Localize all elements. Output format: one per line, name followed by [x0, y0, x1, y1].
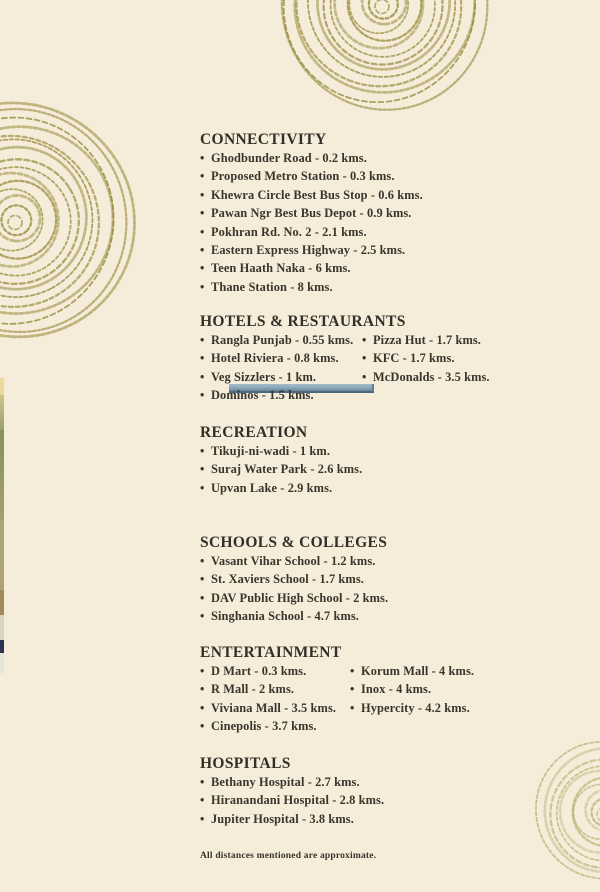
section-connectivity: [200, 132, 500, 296]
distance-list: [200, 149, 500, 296]
list-item: • KFC - 1.7 kms.: [362, 349, 490, 367]
list-item: • Upvan Lake - 2.9 kms.: [200, 479, 500, 497]
list-item: • Bethany Hospital - 2.7 kms.: [200, 773, 500, 791]
list-item: • Khewra Circle Best Bus Stop - 0.6 kms.: [200, 186, 500, 204]
distance-list: [200, 442, 500, 497]
list-item: • Vasant Vihar School - 1.2 kms.: [200, 552, 500, 570]
section-hospitals: [200, 756, 500, 828]
list-item: • Cinepolis - 3.7 kms.: [200, 717, 500, 735]
list-item: • Pizza Hut - 1.7 kms.: [362, 331, 490, 349]
list-item: • Hotel Riviera - 0.8 kms.: [200, 349, 500, 367]
section-title: HOTELS & RESTAURANTS: [200, 313, 406, 330]
distance-list: [200, 552, 500, 626]
section-hotels-restaurants: [200, 314, 500, 405]
list-item: • DAV Public High School - 2 kms.: [200, 589, 500, 607]
list-item: • Hypercity - 4.2 kms.: [350, 699, 474, 717]
list-item: • Pawan Ngr Best Bus Depot - 0.9 kms.: [200, 204, 500, 222]
section-title: ENTERTAINMENT: [200, 644, 342, 661]
list-item: • Pokhran Rd. No. 2 - 2.1 kms.: [200, 223, 500, 241]
section-title: RECREATION: [200, 424, 308, 441]
list-item-highlighted: • Veg Sizzlers - 1 km.: [200, 368, 500, 386]
list-item: • St. Xaviers School - 1.7 kms.: [200, 570, 500, 588]
list-item: • Ghodbunder Road - 0.2 kms.: [200, 149, 500, 167]
distance-list-right: [362, 331, 490, 386]
list-item: • Tikuji-ni-wadi - 1 km.: [200, 442, 500, 460]
list-item: • Korum Mall - 4 kms.: [350, 662, 474, 680]
section-schools-colleges: [200, 535, 500, 626]
section-title: SCHOOLS & COLLEGES: [200, 534, 388, 551]
distance-list: [200, 773, 500, 828]
list-item: • R Mall - 2 kms.: [200, 680, 500, 698]
list-item: • Thane Station - 8 kms.: [200, 278, 500, 296]
list-item: • Inox - 4 kms.: [350, 680, 474, 698]
section-entertainment: [200, 645, 500, 736]
distance-list-right: [350, 662, 474, 717]
list-item: • Viviana Mall - 3.5 kms.: [200, 699, 500, 717]
section-recreation: [200, 425, 500, 497]
list-item: • Jupiter Hospital - 3.8 kms.: [200, 810, 500, 828]
list-item: • D Mart - 0.3 kms.: [200, 662, 500, 680]
list-item: • Rangla Punjab - 0.55 kms.: [200, 331, 500, 349]
list-item: • McDonalds - 3.5 kms.: [362, 368, 490, 386]
list-item: • Eastern Express Highway - 2.5 kms.: [200, 241, 500, 259]
footer-disclaimer: All distances mentioned are approximate.: [200, 851, 377, 861]
list-item: • Singhania School - 4.7 kms.: [200, 607, 500, 625]
section-title: HOSPITALS: [200, 755, 291, 772]
list-item: • Hiranandani Hospital - 2.8 kms.: [200, 791, 500, 809]
section-title: CONNECTIVITY: [200, 131, 327, 148]
list-item: • Dominos - 1.5 kms.: [200, 386, 500, 404]
list-item: • Teen Haath Naka - 6 kms.: [200, 259, 500, 277]
list-item: • Proposed Metro Station - 0.3 kms.: [200, 167, 500, 185]
list-item: • Suraj Water Park - 2.6 kms.: [200, 460, 500, 478]
